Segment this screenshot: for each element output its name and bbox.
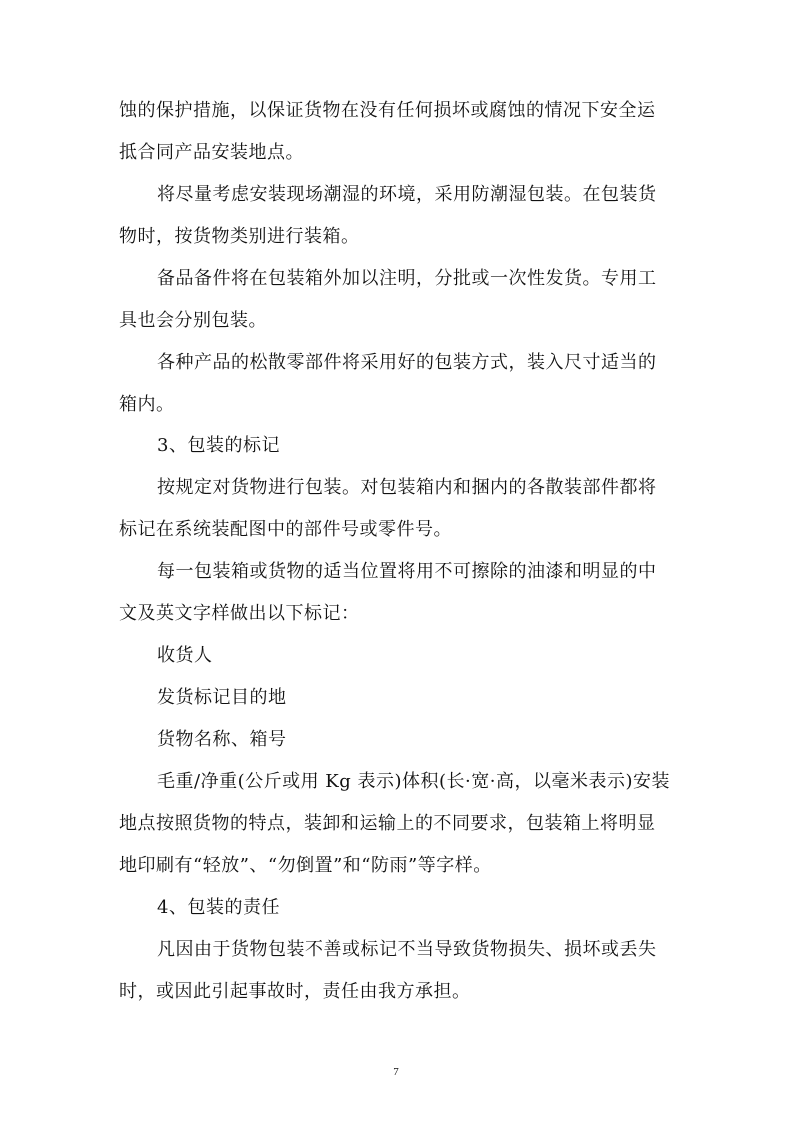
text-line: 物时，按货物类别进行装箱。 — [119, 226, 360, 247]
text-line: 凡因由于货物包装不善或标记不当导致货物损失、损坏或丢失 — [157, 939, 657, 960]
text-line: 毛重/净重(公斤或用 Kg 表示)体积(长·宽·高，以毫米表示)安装 — [157, 771, 671, 792]
text-line: 各种产品的松散零部件将采用好的包装方式，装入尺寸适当的 — [157, 352, 657, 373]
text-line: 将尽量考虑安装现场潮湿的环境，采用防潮湿包装。在包装货 — [157, 184, 657, 205]
text-line: 箱内。 — [119, 394, 175, 415]
text-line: 文及英文字样做出以下标记： — [119, 603, 360, 624]
list-item: 发货标记目的地 — [157, 687, 287, 708]
section-heading: 3、包装的标记 — [157, 435, 280, 456]
list-item: 收货人 — [157, 645, 213, 666]
text-line: 抵合同产品安装地点。 — [119, 142, 304, 163]
text-line: 地点按照货物的特点，装卸和运输上的不同要求，包装箱上将明显 — [119, 813, 656, 834]
section-heading: 4、包装的责任 — [157, 897, 280, 918]
text-line: 标记在系统装配图中的部件号或零件号。 — [119, 519, 452, 540]
text-line: 按规定对货物进行包装。对包装箱内和捆内的各散装部件都将 — [157, 477, 657, 498]
text-line: 具也会分别包装。 — [119, 310, 267, 331]
text-line: 蚀的保护措施，以保证货物在没有任何损坏或腐蚀的情况下安全运 — [119, 100, 656, 121]
text-line: 时，或因此引起事故时，责任由我方承担。 — [119, 981, 471, 1002]
text-line: 地印刷有“轻放”、“勿倒置”和“防雨”等字样。 — [119, 855, 492, 876]
text-line: 每一包装箱或货物的适当位置将用不可擦除的油漆和明显的中 — [157, 561, 657, 582]
page-number: 7 — [393, 1066, 399, 1078]
list-item: 货物名称、箱号 — [157, 729, 287, 750]
text-line: 备品备件将在包装箱外加以注明，分批或一次性发货。专用工 — [157, 268, 657, 289]
